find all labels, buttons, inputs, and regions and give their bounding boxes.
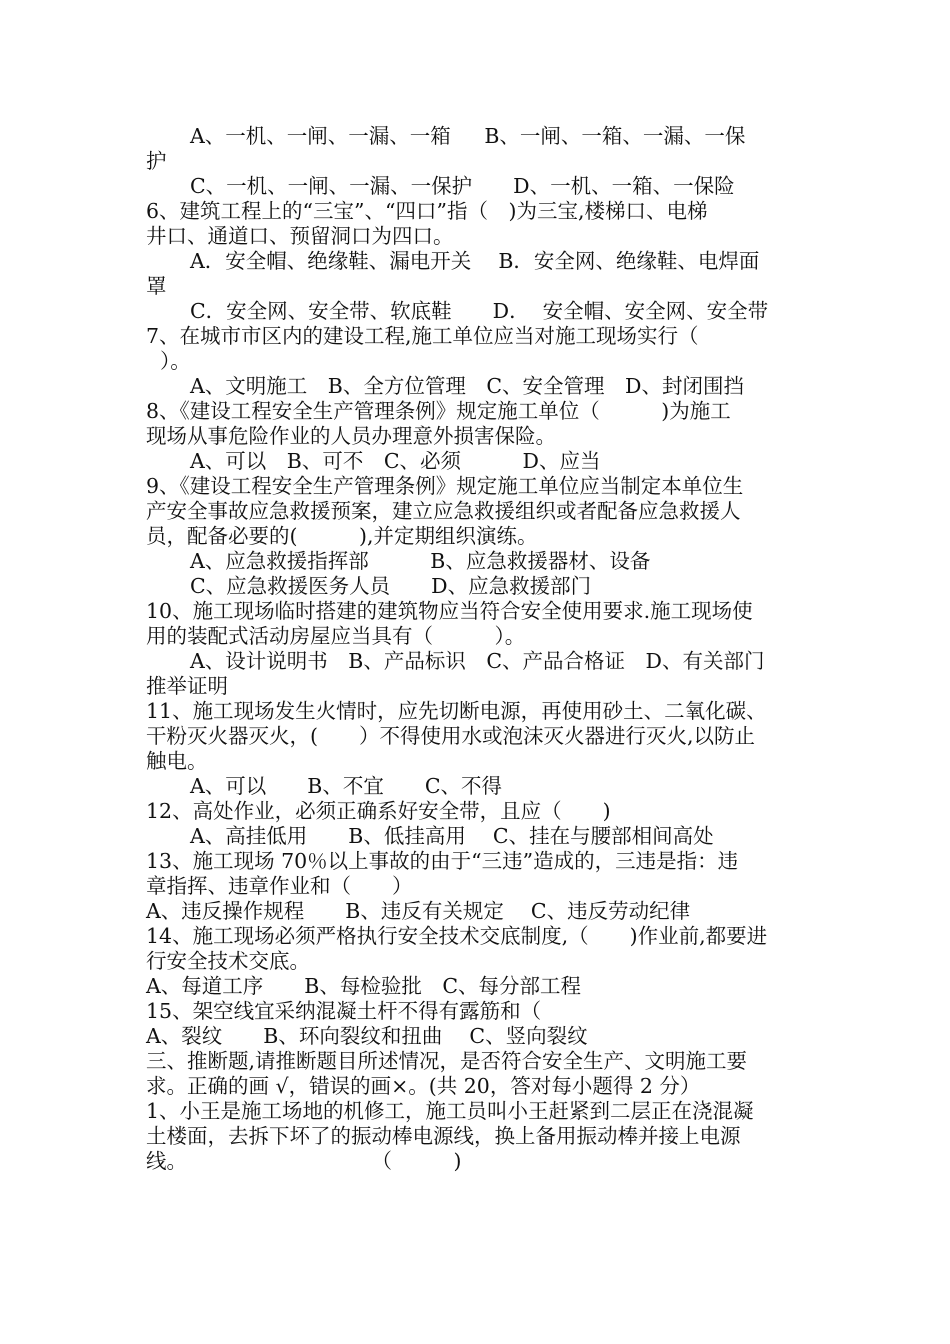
q11-question-line-3: 触电。: [146, 749, 208, 773]
q11-question-line-1: 11、施工现场发生火情时，应先切断电源，再使用砂土、二氧化碳、: [146, 699, 767, 723]
tf-q1-line-1: 1、小王是施工场地的机修工，施工员叫小王赶紧到二层正在浇混凝: [146, 1099, 754, 1123]
q12-question: 12、高处作业，必须正确系好安全带，且应（ ): [146, 799, 611, 823]
q5-options-ab-wrap: 护: [146, 149, 167, 173]
q5-options-ab: A、一机、一闸、一漏、一箱 B、一闸、一箱、一漏、一保: [190, 124, 746, 148]
q7-question-line-2: ）。: [160, 349, 191, 373]
q14-options: A、每道工序 B、每检验批 C、每分部工程: [146, 974, 582, 998]
section-3-heading-line-1: 三、推断题,请推断题目所述情况，是否符合安全生产、文明施工要: [146, 1049, 748, 1073]
q10-options-wrap: 推举证明: [146, 674, 228, 698]
q13-question-line-2: 章指挥、违章作业和（ ）: [146, 874, 413, 898]
q6-question-line-2: 井口、通道口、预留洞口为四口。: [146, 224, 454, 248]
q5-options-cd: C、一机、一闸、一漏、一保护 D、一机、一箱、一保险: [190, 174, 735, 198]
section-3-heading-line-2: 求。正确的画 √，错误的画×。(共 20，答对每小题得 2 分）: [146, 1074, 701, 1098]
q8-question-line-2: 现场从事危险作业的人员办理意外损害保险。: [146, 424, 556, 448]
q13-options: A、违反操作规程 B、违反有关规定 C、违反劳动纪律: [146, 899, 691, 923]
q6-question-line-1: 6、建筑工程上的“三宝”、“四口”指（ )为三宝,楼梯口、电梯: [146, 199, 708, 223]
q11-options: A、可以 B、不宜 C、不得: [190, 774, 503, 798]
q14-question-line-2: 行安全技术交底。: [146, 949, 310, 973]
q8-options: A、可以 B、可不 C、必须 D、应当: [190, 449, 601, 473]
q10-question-line-1: 10、施工现场临时搭建的建筑物应当符合安全使用要求.施工现场使: [146, 599, 753, 623]
q15-options: A、裂纹 B、环向裂纹和扭曲 C、竖向裂纹: [146, 1024, 588, 1048]
q6-options-ab-wrap: 罩: [146, 274, 167, 298]
q10-options: A、设计说明书 B、产品标识 C、产品合格证 D、有关部门: [190, 649, 765, 673]
q9-options-ab: A、应急救援指挥部 B、应急救援器材、设备: [190, 549, 651, 573]
q12-options: A、高挂低用 B、低挂高用 C、挂在与腰部相间高处: [190, 824, 714, 848]
q6-options-cd: C．安全网、安全带、软底鞋 D． 安全帽、安全网、安全带: [190, 299, 769, 323]
q9-options-cd: C、应急救援医务人员 D、应急救援部门: [190, 574, 592, 598]
q11-question-line-2: 干粉灭火器灭火，( ）不得使用水或泡沫灭火器进行灭火,以防止: [146, 724, 756, 748]
q8-question-line-1: 8、《建设工程安全生产管理条例》规定施工单位（ )为施工: [146, 399, 731, 423]
q9-question-line-1: 9、《建设工程安全生产管理条例》规定施工单位应当制定本单位生: [146, 474, 744, 498]
q13-question-line-1: 13、施工现场 70％以上事故的由于“三违”造成的，三违是指：违: [146, 849, 739, 873]
q15-question: 15、架空线宜采纳混凝土杆不得有露筋和（: [146, 999, 542, 1023]
q9-question-line-2: 产安全事故应急救援预案，建立应急救援组织或者配备应急救援人: [146, 499, 741, 523]
q6-options-ab: A．安全帽、绝缘鞋、漏电开关 B．安全网、绝缘鞋、电焊面: [190, 249, 760, 273]
q10-question-line-2: 用的装配式活动房屋应当具有（ ）。: [146, 624, 526, 648]
q9-question-line-3: 员，配备必要的( ),并定期组织演练。: [146, 524, 538, 548]
q14-question-line-1: 14、施工现场必须严格执行安全技术交底制度,（ )作业前,都要进: [146, 924, 768, 948]
tf-q1-line-2: 土楼面，去拆下坏了的振动棒电源线，换上备用振动棒并接上电源: [146, 1124, 741, 1148]
q7-question-line-1: 7、在城市市区内的建设工程,施工单位应当对施工现场实行（: [146, 324, 699, 348]
tf-q1-line-3: 线。 （ ): [146, 1149, 462, 1173]
q7-options: A、文明施工 B、全方位管理 C、安全管理 D、封闭围挡: [190, 374, 744, 398]
